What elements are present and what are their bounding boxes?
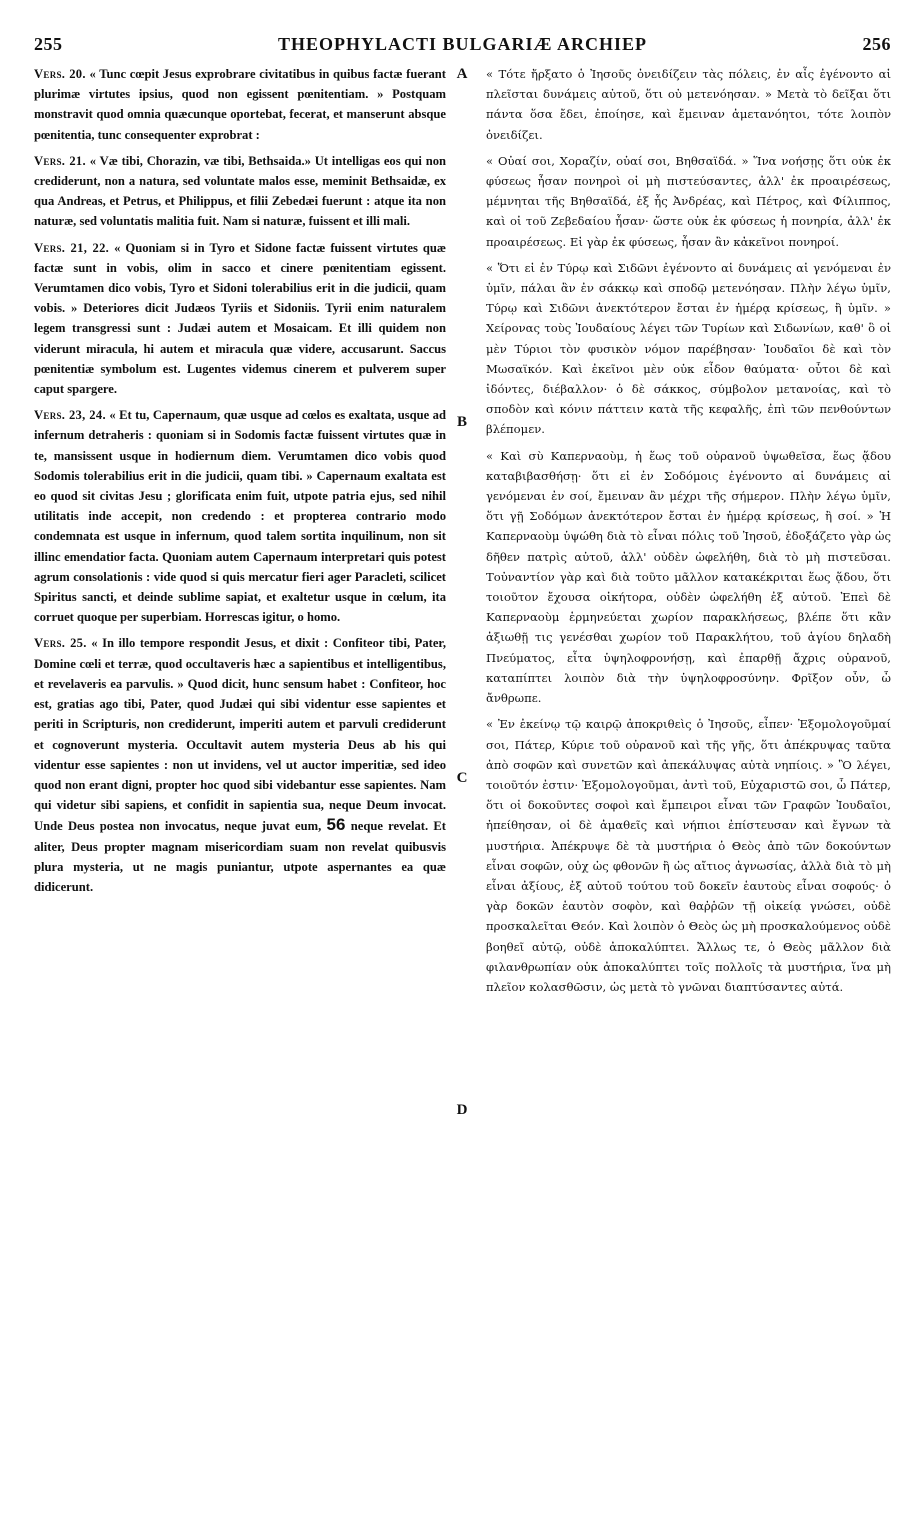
running-header (34, 34, 891, 62)
verse-label: Vers. 25. (34, 636, 87, 651)
running-title: THEOPHYLACTI BULGARIÆ ARCHIEP (277, 34, 648, 54)
verse-label: Vers. 23, 24. (34, 408, 106, 423)
latin-text: « Tunc cœpit Jesus exprobrare civitatibus in quibus factæ fuerant plurimæ virtutes ipsius, quod non egissent pœnitentiam. » Postquam monstravit quod omnia quæcunque oportebat, fecerat, et manserunt absque pœnitentia, tunc consequenter exprobrat : (34, 67, 446, 142)
latin-text: « In illo tempore respondit Jesus, et dixit : Confiteor tibi, Pater, Domine cœli et terræ, quod occultaveris hæc a sapientibus et intelligentibus, et revelaveris ea parvulis. » Quod dicit, hunc sensum habet : Confiteor, hoc est, gratias ago tibi, Pater, quod Judæi qui sibi videntur esse sapientes et periti in Scripturis, non crediderunt, imperiti autem et parvuli crediderunt et cognoverunt mysteria. Occultavit autem mysteria Deus ab his qui videntur esse sapientes : non ut invidens, vel ut auctor imperitiæ, sed ideo quod non erant digni, propter hoc quod sibi videbantur esse sapientes. Nam qui videtur sibi sapiens, et confidit in sapientia sua, neque Deum invocat. Unde Deus postea non invocatus, neque juvat eum, (34, 636, 446, 834)
column-marker-d: D (456, 1102, 468, 1118)
latin-text: « Et tu, Capernaum, quæ usque ad cœlos es exaltata, usque ad infernum detraheris : quoniam si in Sodomis factæ fuissent virtutes quæ in te, mansissent usque in hodiernum diem. Verumtamen dico vobis quod Sodomis tolerabilius erit in die judicii, quam tibi. » Capernaum exaltata est eo quod sit civitas Jesu ; glorificata enim fuit, utpote patria ejus, sed nihil utilitatis inde accepit, non credendo : et propterea contrario modo condemnata est usque in infernum, quod talem sortita inquilinum, non sit illinc emendatior facta. Quoniam autem Capernaum interpretari quis potest agrum consolationis : vide quod si quis mercatur fieri ager Paracleti, scilicet Spiritus sancti, et deinde sublime sapiat, et exaltetur usque in cœlum, ita corruet quoque per superbiam. Horrescas igitur, o homo. (34, 408, 446, 625)
latin-text: neque revelat. Et aliter, Deus propter magnam misericordiam suam non revelat quibusvis plura mysteria, ut ne magis puniantur, utpote aspernantes ea quæ didicerunt. (34, 819, 447, 894)
verse-label: Vers. 21. (34, 153, 86, 168)
column-marker-a: A (456, 66, 468, 82)
column-marker-b: B (456, 414, 467, 430)
greek-column (486, 64, 891, 997)
greek-paragraph: « Ὅτι εἰ ἐν Τύρῳ καὶ Σιδῶνι ἐγένοντο αἱ δυνάμεις αἱ γενόμεναι ἐν ὑμῖν, πάλαι ἂν ἐν σάκκῳ καὶ σποδῷ μετενόησαν. Πλὴν λέγω ὑμῖν, Τύρῳ καὶ Σιδῶνι ἀνεκτότερον ἔσται ἐν ἡμέρᾳ κρίσεως, ἢ ὑμῖν. » Χείρονας τοὺς Ἰουδαίους λέγει τῶν Τυρίων καὶ Σιδωνίων, καθ' ὃ οἱ μὲν Τύριοι τὸν φυσικὸν νόμον παρέβησαν· Ἰουδαῖοι δὲ καὶ τὸν Μωσαϊκόν. Καὶ ἐκεῖνοι μὲν οὐκ εἶδον θαύματα· οὗτοι δὲ καὶ ἰδόντες, διέβαλλον· ὁ δὲ σάκκος, σύμβολον μετανοίας, καὶ τὸ σποδὸν καὶ κόνιν πάττειν κατὰ τῆς κεφαλῆς, ἐπὶ τῶν πενθούντων βλέπομεν. (486, 260, 891, 437)
page-number-right: 256 (862, 34, 891, 54)
latin-text: « Quoniam si in Tyro et Sidone factæ fuissent virtutes quæ factæ sunt in vobis, olim in sacco et cinere pœnitentiam egissent. Verumtamen dico vobis, Tyro et Sidoni tolerabilius erit in die judicii, quam vobis. » Deteriores dicit Judæos Tyriis et Sidoniis. Tyrii enim naturalem legem transgressi sunt : Judæi autem et Mosaicam. Et illi quidem non viderunt miracula, hi autem et miracula quæ videre, accusarunt. Saccus pœnitentiæ symbolum est. Lugentes videmus cinerem et pulverem super caput spargere. (34, 240, 446, 397)
latin-text: « Væ tibi, Chorazin, væ tibi, Bethsaida.» Ut intelligas eos qui non crediderunt, non a natura, sed voluntate malos esse, meminit Bethsaidæ, ex qua Andreas, et Petrus, et Philippus, et filii Zebedæi fuerunt : atque ita non naturæ, sed voluntatis malitia fuit. Nam si naturæ, fuissent et illi mali. (34, 153, 446, 229)
greek-paragraph: « Καὶ σὺ Καπερναοὺμ, ἡ ἕως τοῦ οὐρανοῦ ὑψωθεῖσα, ἕως ᾅδου καταβιβασθήσῃ· ὅτι εἰ ἐν Σοδόμοις ἐγένοντο αἱ δυνάμεις αἱ γενόμεναι ἐν σοί, ἔμειναν ἂν μέχρι τῆς σήμερον. Πλὴν λέγω ὑμῖν, ὅτι γῇ Σοδόμων ἀνεκτότερον ἔσται ἐν ἡμέρᾳ κρίσεως, ἢ σοί. » Ἡ Καπερναοὺμ ὑψώθη διὰ τὸ εἶναι πόλις τοῦ Ἰησοῦ, ἐδοξάζετο γὰρ ὡς δῆθεν πατρὶς αὐτοῦ, ἀλλ' οὐδὲν ὠφελήθη, διὰ τὸ μὴ πιστεῦσαι. Τοὐναντίον γὰρ καὶ διὰ τοῦτο μᾶλλον κατακέκριται ἕως ᾅδου, ὅτι τοιοῦτον ἔχουσα οἰκήτορα, οὐδὲν ὠφελήθη ἐξ αὐτοῦ. Ἐπεὶ δὲ Καπερναοὺμ ἑρμηνεύεται χωρίον παρακλήσεως, βλέπε ὅτι κἂν ἀξιωθῇ τις γενέσθαι χωρίον τοῦ Παρακλήτου, τοῦ ἁγίου δηλαδὴ Πνεύματος, εἶτα ὑψηλοφρονήσῃ, καὶ ἐπαρθῇ ἄχρις οὐρανοῦ, καταπίπτει λοιπὸν διὰ τὴν ὑψηλοφροσύνην. Φρῖξον οὖν, ὦ ἄνθρωπε. (486, 448, 891, 706)
greek-paragraph: « Ἐν ἐκείνῳ τῷ καιρῷ ἀποκριθεὶς ὁ Ἰησοῦς, εἶπεν· Ἐξομολογοῦμαί σοι, Πάτερ, Κύριε τοῦ οὐρανοῦ καὶ τῆς γῆς, ὅτι ἀπέκρυψας ταῦτα ἀπὸ σοφῶν καὶ συνετῶν καὶ ἀπεκάλυψας αὐτὰ νηπίοις. » Ὃ λέγει, τοιοῦτόν ἐστιν· Ἐξομολογοῦμαι, ἀντὶ τοῦ, Εὐχαριστῶ σοι, ὦ Πάτερ, ὅτι οἱ δοκοῦντες σοφοὶ καὶ ἔμπειροι εἶναι τῶν Γραφῶν Ἰουδαῖοι, ἠπείθησαν, οἱ δὲ ἀμαθεῖς καὶ νήπιοι ἐπίστευσαν καὶ ἔγνων τὰ μυστήρια. Ἀπέκρυψε δὲ τὰ μυστήρια ὁ Θεὸς ἀπὸ τῶν δοκούντων εἶναι σοφῶν, οὐχ ὡς φθονῶν ἢ ὡς αἴτιος ἀγνωσίας, ἀλλὰ διὰ τὸ μὴ εἶναι ἀξίους, ἐξ αὐτοῦ τούτου τοῦ δοκεῖν ἑαυτοὺς εἶναι σοφούς· ὁ γὰρ δοκῶν ἑαυτὸν σοφὸν, καὶ θαῤῥῶν τῇ οἰκείᾳ γνώσει, οὐδὲ προσκαλεῖται Θεόν. Καὶ λοιπὸν ὁ Θεὸς ὡς μὴ προσκαλούμενος οὐδὲ βοηθεῖ αὐτῷ, οὐδὲ ἀποκαλύπτει. Ἄλλως τε, ὁ Θεὸς μᾶλλον διὰ φιλανθρωπίαν οὐκ ἀποκαλύπτει τοῖς πολλοῖς τὰ μυστήρια, ἵνα μὴ πλεῖον κολασθῶσιν, ὡς μετὰ τὸ γνῶναι διαπτύσαντες αὐτά. (486, 717, 891, 994)
latin-paragraph (34, 633, 446, 897)
latin-paragraph (34, 238, 446, 400)
greek-paragraph: « Οὐαί σοι, Χοραζίν, οὐαί σοι, Βηθσαϊδά. » Ἵνα νοήσῃς ὅτι οὐκ ἐκ φύσεως ἦσαν πονηροὶ οἱ μὴ πιστεύσαντες, ἀλλ' ἐκ προαιρέσεως, μέμνηται τῆς Βηθσαϊδά, ἐξ ἧς Ἀνδρέας, καὶ Πέτρος, καὶ Φίλιππος, καὶ οἱ τοῦ Ζεβεδαίου ἦσαν· ὥστε οὐκ ἐκ φύσεως ἡ πονηρία, ἀλλ' ἐκ προαιρέσεως. Εἰ γὰρ ἐκ φύσεως, ἦσαν ἂν κἀκεῖνοι πονηροί. (486, 153, 891, 249)
latin-column (34, 64, 446, 897)
latin-paragraph (34, 151, 446, 232)
verse-label: Vers. 20. (34, 67, 86, 81)
latin-paragraph (34, 405, 446, 627)
page-number-left: 255 (34, 34, 63, 54)
verse-label: Vers. 21, 22. (34, 240, 110, 255)
latin-paragraph (34, 64, 446, 145)
greek-paragraph: « Τότε ἤρξατο ὁ Ἰησοῦς ὀνειδίζειν τὰς πόλεις, ἐν αἷς ἐγένοντο αἱ πλεῖσται δυνάμεις αὐτοῦ, ὅτι οὐ μετενόησαν. » Μετὰ τὸ δεῖξαι ὅτι πάντα ὅσα ἔδει, ἐποίησε, καὶ ἔμειναν ἀμετανόητοι, τότε λοιπὸν ὀνειδίζει. (486, 67, 891, 142)
column-marker-c: C (456, 770, 468, 786)
signature-mark: 56 (326, 815, 346, 835)
